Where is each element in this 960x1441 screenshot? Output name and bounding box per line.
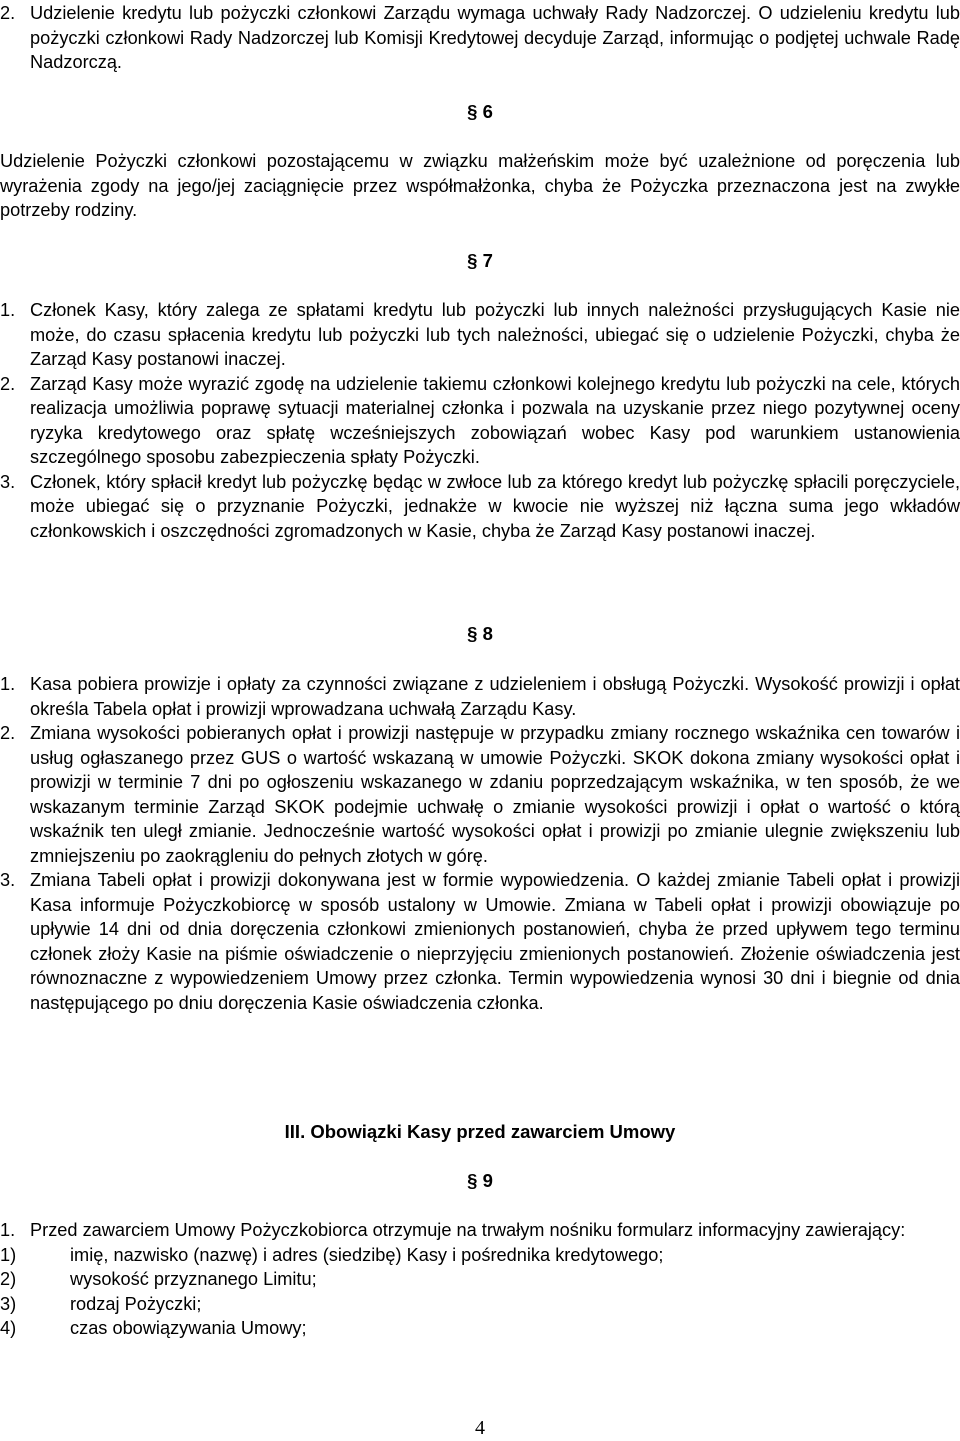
item-text: Udzielenie kredytu lub pożyczki członkowi Zarządu wymaga uchwały Rady Nadzorczej. O udzieleniu kredytu lub pożyczki członkowi Rady Nadzorczej lub Komisji Kredytowej decyduje Zarząd, informując o podjętej uchwale Radę Nadzorczą. [30, 3, 960, 72]
list-item [0, 672, 960, 721]
list-item [0, 868, 960, 1015]
section-heading-8: § 8 [467, 623, 493, 644]
item-text: Członek Kasy, który zalega ze spłatami kredytu lub pożyczki lub innych należności przysługujących Kasie nie może, do czasu spłacenia kredytu lub pożyczki lub tych należności, ubiegać się o udzielenie Pożyczki, chyba że Zarząd Kasy postanowi inaczej. [30, 300, 960, 369]
item-text: Zarząd Kasy może wyrazić zgodę na udzielenie takiemu członkowi kolejnego kredytu lub pożyczki na cele, których realizacja umożliwia poprawę sytuacji materialnej członka i pozwala na uzyskanie przez niego pozytywnej oceny ryzyka kredytowego oraz spłatę wcześniejszych zobowiązań wobec Kasy pod warunkiem ustanowienia szczególnego sposobu zabezpieczenia spłaty Pożyczki. [30, 373, 960, 467]
item-number: 1. [0, 674, 16, 694]
list-item [0, 1218, 960, 1243]
list-item [0, 1, 960, 75]
item-number: 2. [0, 723, 16, 743]
section-heading-6: § 6 [467, 101, 493, 122]
list-item [0, 372, 960, 470]
list-item [0, 298, 960, 372]
item-text: Przed zawarciem Umowy Pożyczkobiorca otrzymuje na trwałym nośniku formularz informacyjny zawierający: [30, 1220, 906, 1240]
item-text: Zmiana wysokości pobieranych opłat i prowizji następuje w przypadku zmiany rocznego wskaźnika cen towarów i usług ogłaszanego przez GUS o wartość wskazaną w umowie Pożyczki. SKOK dokona zmiany wysokości opłat i prowizji w terminie 7 dni po ogłoszeniu wskazanego w zdaniu poprzedzającym wskaźnika, w ten sposób, że we wskazanym terminie Zarząd SKOK podejmie uchwałę o zmianie wysokości prowizji i opłat o wartość o którą wskaźnik ten uległ zmianie. Jednocześnie wartość wysokości opłat i prowizji po zmianie ulegnie zwiększeniu lub zmniejszeniu po zaokrągleniu do pełnych złotych w górę. [30, 723, 960, 866]
sub-list-item [0, 1316, 960, 1341]
item-number: 1. [0, 1220, 16, 1240]
sub-list-item [0, 1267, 960, 1292]
list-item [0, 721, 960, 868]
sub-item-text: rodzaj Pożyczki; [70, 1293, 202, 1314]
section-heading-7: § 7 [467, 250, 493, 271]
item-number: 1. [0, 300, 16, 320]
sub-list-item [0, 1243, 960, 1268]
item-text: Kasa pobiera prowizje i opłaty za czynności związane z udzieleniem i obsługą Pożyczki. Wysokość prowizji i opłat określa Tabela opłat i prowizji wprowadzana uchwałą Zarządu Kasy. [30, 674, 960, 719]
sub-item-text: wysokość przyznanego Limitu; [70, 1269, 317, 1289]
section-6-text: Udzielenie Pożyczki członkowi pozostającemu w związku małżeńskim może być uzależnione od poręczenia lub wyrażenia zgody na jego/jej zaciągnięcie przez współmałżonka, chyba że Pożyczka przeznaczona jest na zwykłe potrzeby rodziny. [0, 151, 960, 220]
section-heading-9: § 9 [467, 1170, 493, 1191]
section-7-list [0, 298, 960, 543]
sub-item-number: 1) [0, 1244, 17, 1265]
section-9-list [0, 1218, 960, 1341]
sub-list-item [0, 1292, 960, 1317]
item-number: 3. [0, 870, 16, 890]
item-number: 2. [0, 3, 16, 23]
sub-item-number: 2) [0, 1269, 17, 1289]
list-item [0, 470, 960, 544]
sub-item-text: czas obowiązywania Umowy; [70, 1318, 307, 1338]
item-number: 2. [0, 373, 16, 394]
item-text: Członek, który spłacił kredyt lub pożyczkę będąc w zwłoce lub za którego kredyt lub pożyczkę spłacili poręczyciele, może ubiegać się o przyznanie Pożyczki, jednakże w kwocie nie wyższej niż łączna suma jego wkładów członkowskich i oszczędności zgromadzonych w Kasie, chyba że Zarząd Kasy postanowi inaczej. [30, 471, 960, 541]
chapter-title: III. Obowiązki Kasy przed zawarciem Umowy [284, 1121, 676, 1142]
section-8-list [0, 672, 960, 1015]
item-number: 3. [0, 471, 16, 492]
sub-item-number: 3) [0, 1293, 17, 1314]
sub-item-text: imię, nazwisko (nazwę) i adres (siedzibę) Kasy i pośrednika kredytowego; [70, 1244, 664, 1265]
sub-item-number: 4) [0, 1318, 17, 1338]
item-text: Zmiana Tabeli opłat i prowizji dokonywana jest w formie wypowiedzenia. O każdej zmianie Tabeli opłat i prowizji Kasa informuje Pożyczkobiorcę w sposób ustalony w Umowie. Zmiana w Tabeli opłat i prowizji obowiązuje po upływie 14 dni od dnia doręczenia członkowi zmienionych postanowień, chyba że przed upływem tego terminu członek złoży Kasie na piśmie oświadczenie o nieprzyjęciu zmienionych postanowień. Złożenie oświadczenia jest równoznaczne z wypowiedzeniem Umowy przez członka. Termin wypowiedzenia wynosi 30 dni i biegnie od dnia następującego po dniu doręczenia Kasie oświadczenia członka. [30, 870, 960, 1013]
page-number: 4 [475, 1417, 485, 1439]
